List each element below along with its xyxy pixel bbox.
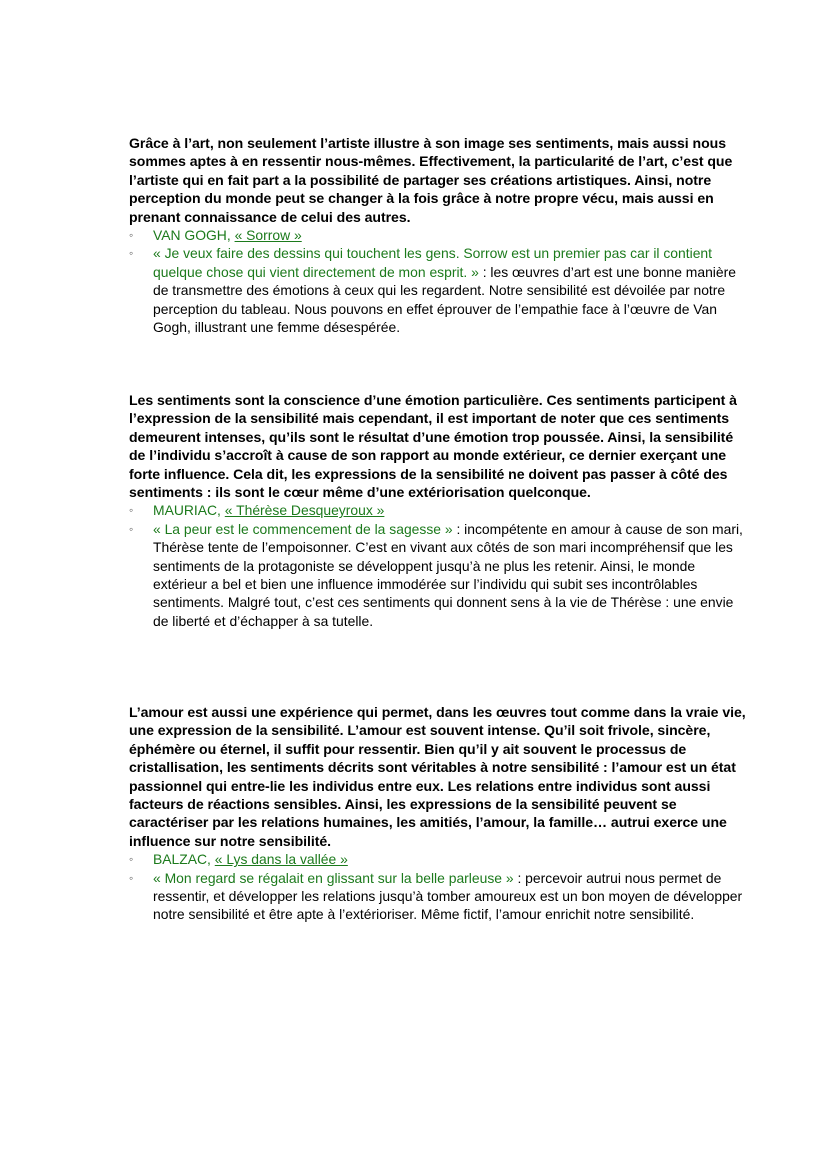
section-art	[129, 134, 749, 336]
work-title-link[interactable]: « Lys dans la vallée »	[214, 851, 348, 868]
example-reference	[129, 501, 749, 519]
section-paragraph: Grâce à l’art, non seulement l’artiste illustre à son image ses sentiments, mais aussi nous sommes aptes à en ressentir nous-mêmes. Effectivement, la particularité de l’art, c’est que l’artiste qui en fait part a la possibilité de partager ses créations artistiques. Ainsi, notre perception du monde peut se changer à la fois grâce à notre propre vécu, mais aussi en prenant connaissance de celui des autres.	[129, 135, 733, 225]
author-name: MAURIAC,	[153, 502, 225, 519]
example-quote	[129, 244, 749, 336]
quote-text: « Mon regard se régalait en glissant sur la belle parleuse »	[153, 869, 514, 886]
quote-commentary: : percevoir autrui nous permet de ressentir, et développer les relations jusqu’à tomber amoureux est un bon moyen de développer notre sensibilité et être apte à l’extérioriser. Même fictif, l’amour enrichit notre sensibilité.	[153, 869, 743, 923]
example-list	[129, 850, 749, 924]
example-list	[129, 501, 749, 630]
author-name: VAN GOGH,	[153, 227, 235, 244]
work-title-link[interactable]: « Thérèse Desqueyroux »	[224, 502, 385, 519]
work-title-link[interactable]: « Sorrow »	[234, 227, 302, 244]
section-sentiments	[129, 391, 749, 630]
quote-commentary: : incompétente en amour à cause de son mari, Thérèse tente de l’empoisonner. C’est en vivant aux côtés de son mari incompréhensif que les sentiments de la protagoniste se développent jusqu’à ne plus les retenir. Ainsi, le monde extérieur a bel et bien une influence immodérée sur l’individu qui subit ses incontrôlables sentiments. Malgré tout, c’est ces sentiments qui donnent sens à la vie de Thérèse : une envie de liberté et d’échapper à sa tutelle.	[153, 520, 743, 629]
section-paragraph: L’amour est aussi une expérience qui permet, dans les œuvres tout comme dans la vraie vie, une expression de la sensibilité. L’amour est souvent intense. Qu’il soit frivole, sincère, éphémère ou éternel, il suffit pour ressentir. Bien qu’il y ait souvent le processus de cristallisation, les sentiments décrits sont véritables à notre sensibilité : l’amour est un état passionnel qui entre-lie les individus entre eux. Les relations entre individus sont aussi facteurs de réactions sensibles. Ainsi, les expressions de la sensibilité peuvent se caractériser par les relations humaines, les amitiés, l’amour, la famille… autrui exerce une influence sur notre sensibilité.	[129, 704, 746, 849]
example-quote	[129, 520, 749, 630]
quote-text: « La peur est le commencement de la sagesse »	[153, 520, 453, 537]
section-amour	[129, 703, 749, 924]
example-list	[129, 226, 749, 336]
author-name: BALZAC,	[153, 851, 215, 868]
example-reference	[129, 850, 749, 868]
example-reference	[129, 226, 749, 244]
quote-commentary: : les œuvres d’art est une bonne manière de transmettre des émotions à ceux qui les regardent. Notre sensibilité est dévoilée par notre perception du tableau. Nous pouvons en effet éprouver de l’empathie face à l’œuvre de Van Gogh, illustrant une femme désespérée.	[153, 263, 736, 336]
quote-text: « Je veux faire des dessins qui touchent les gens. Sorrow est un premier pas car il contient quelque chose qui vient directement de mon esprit. »	[153, 245, 713, 280]
section-paragraph: Les sentiments sont la conscience d’une émotion particulière. Ces sentiments participent à l’expression de la sensibilité mais cependant, il est important de noter que ces sentiments demeurent intenses, qu’ils sont le résultat d’une émotion trop poussée. Ainsi, la sensibilité de l’individu s’accroît à cause de son rapport au monde extérieur, ce dernier exerçant une forte influence. Cela dit, les expressions de la sensibilité ne doivent pas passer à côté des sentiments : ils sont le cœur même d’une extériorisation quelconque.	[129, 392, 737, 501]
example-quote	[129, 869, 749, 924]
